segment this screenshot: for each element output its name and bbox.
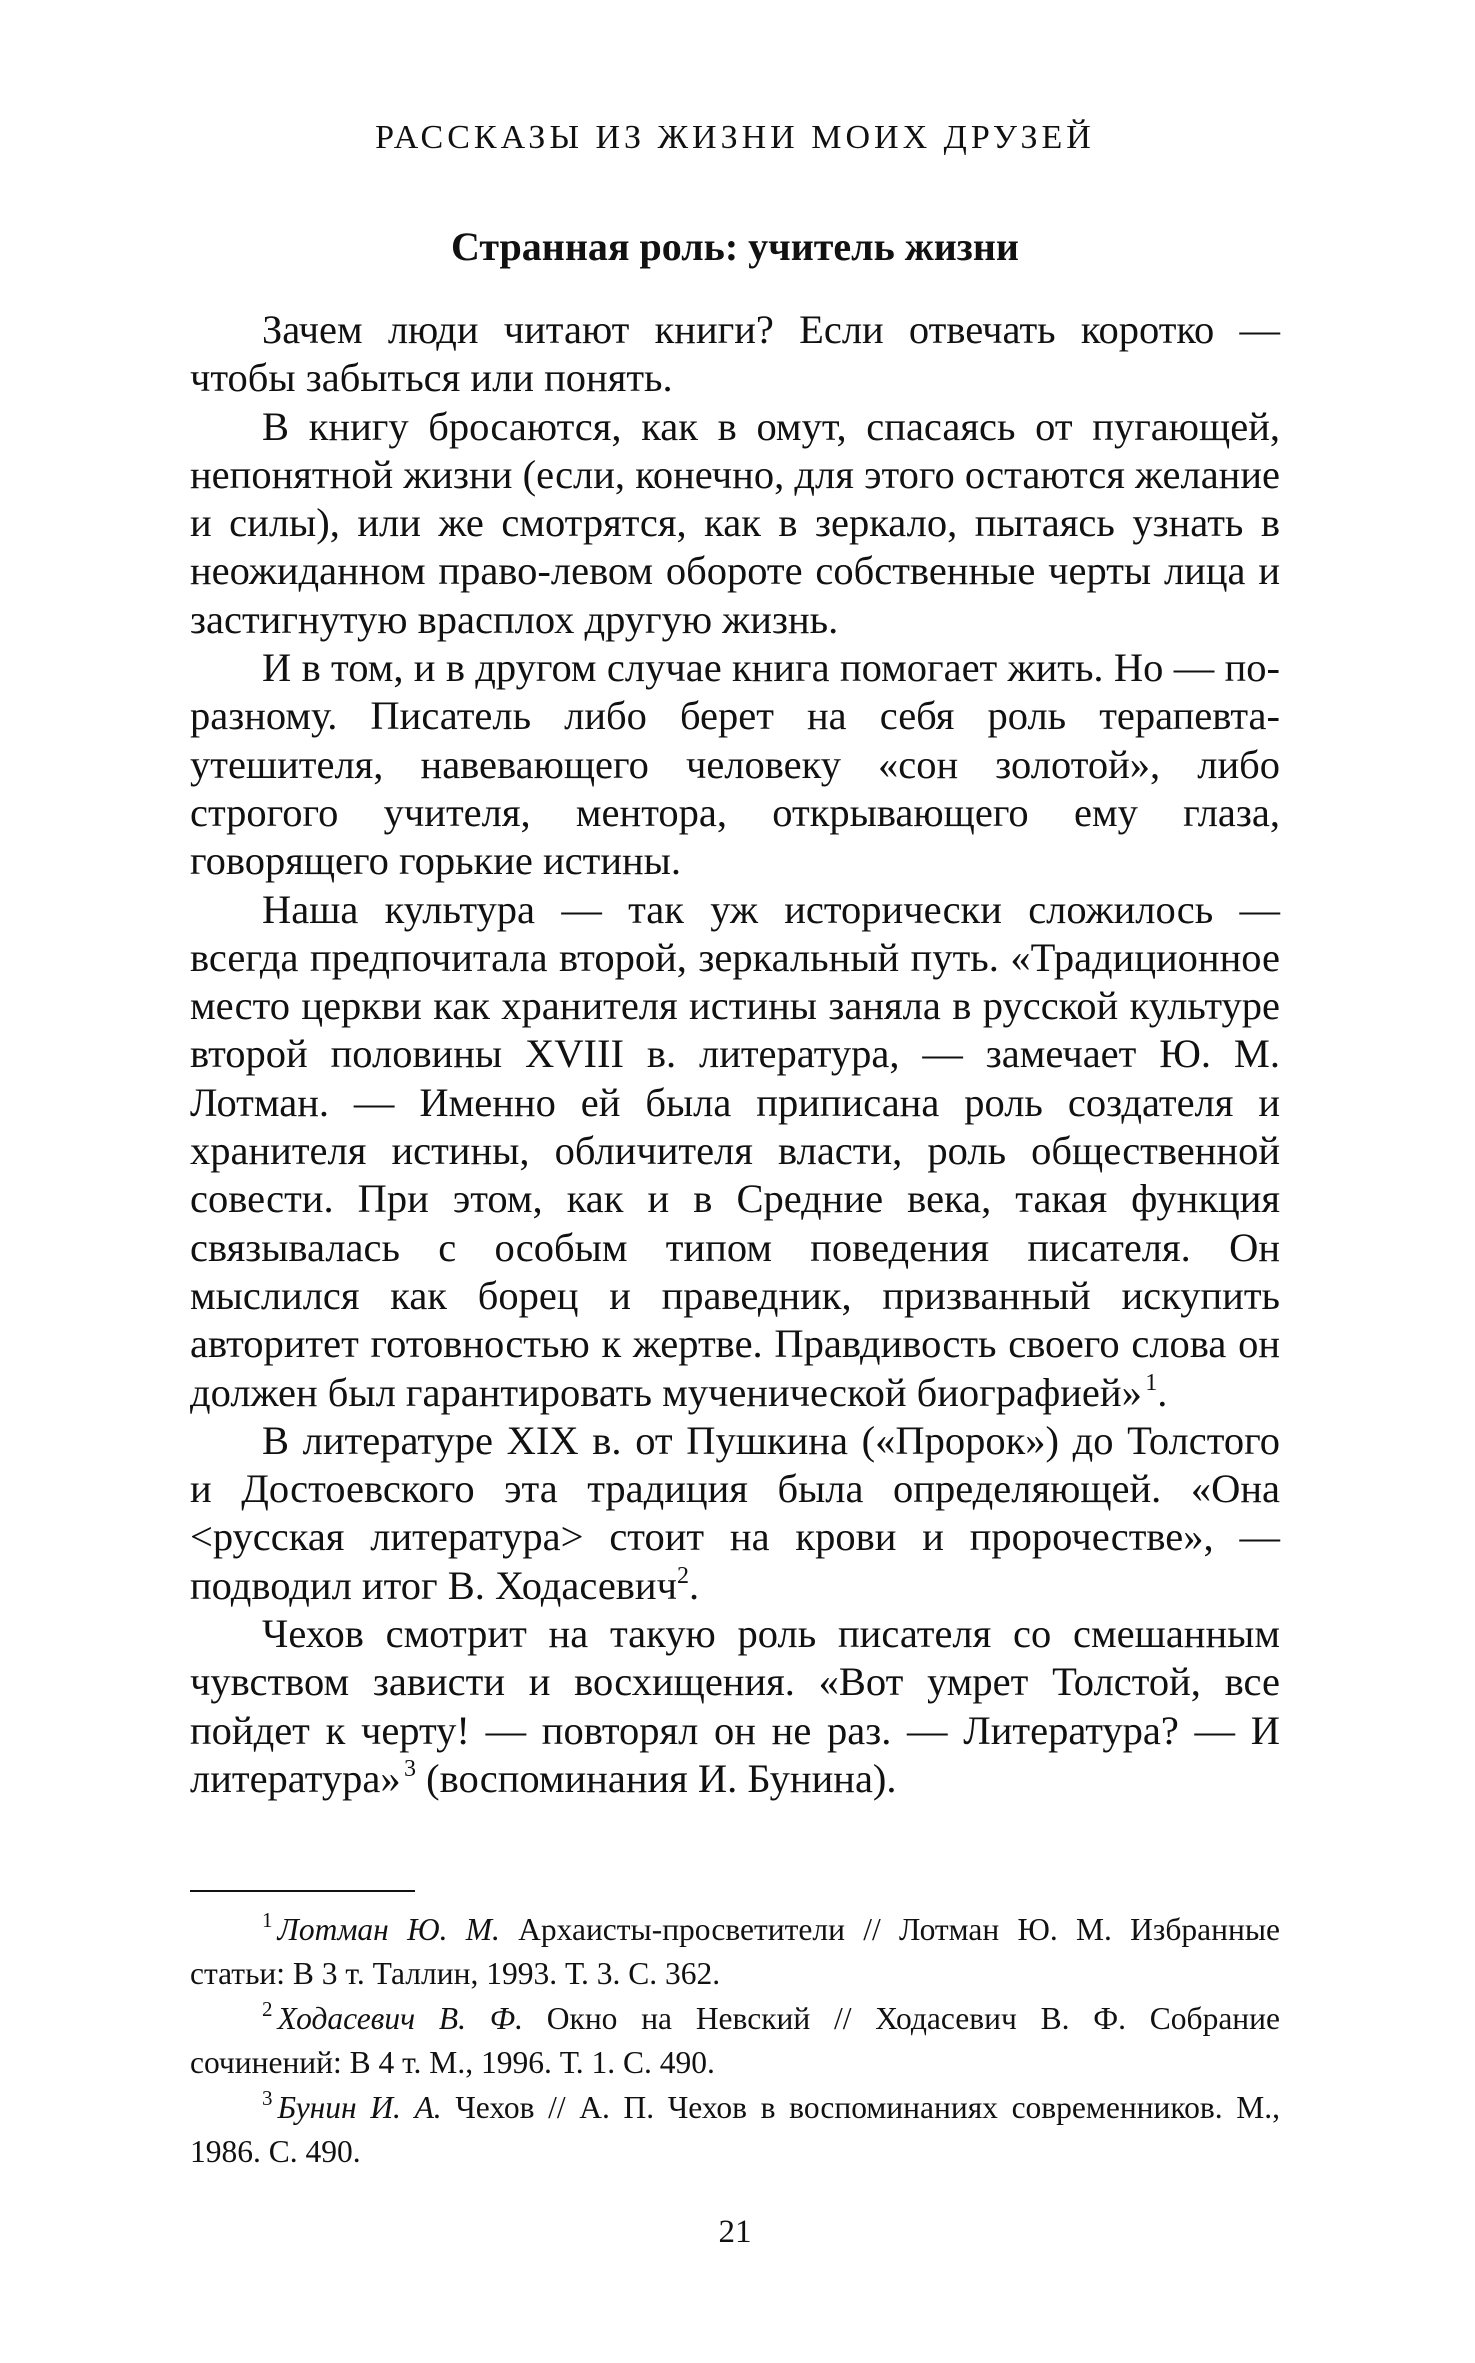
footnote-ref: 2 xyxy=(676,1562,689,1589)
paragraph-tail: . xyxy=(1157,1369,1168,1415)
running-head: РАССКАЗЫ ИЗ ЖИЗНИ МОИХ ДРУЗЕЙ xyxy=(375,119,1095,156)
page-number: 21 xyxy=(718,2214,752,2250)
footnote-divider xyxy=(190,1890,415,1892)
body-text xyxy=(190,306,1280,1803)
paragraph xyxy=(190,886,1280,1417)
paragraph-text: Зачем люди читают книги? Если отвечать коротко — чтобы забыться или понять. xyxy=(190,307,1280,401)
paragraph-text: В литературе XIX в. от Пушкина («Пророк») до Толстого и Достоевского эта традиция была определяющей. «Она <русская литература> стоит на крови и пророчестве», — подводил итог В. Ходасевич xyxy=(190,1417,1280,1608)
footnotes xyxy=(190,1908,1280,2175)
paragraph-text: Чехов смотрит на такую роль писателя со смешанным чувством зависти и восхищения. «Вот умрет Толстой, все пойдет к черту! — повторял он не раз. — Литература? — И литература» xyxy=(190,1611,1280,1801)
footnote-mark: 3 xyxy=(262,2086,273,2110)
footnote-text: Окно на Невский // Ходасевич В. Ф. Собрание сочинений: В 4 т. М., 1996. Т. 1. С. 490. xyxy=(190,2001,1280,2080)
footnote-ref: 3 xyxy=(404,1755,417,1782)
paragraph xyxy=(190,403,1280,644)
footnote-mark: 1 xyxy=(262,1908,273,1932)
paragraph xyxy=(190,306,1280,403)
footnote-author: Ходасевич В. Ф. xyxy=(277,2001,523,2036)
paragraph-tail: (воспоминания И. Бунина). xyxy=(416,1755,897,1801)
footnote xyxy=(190,2086,1280,2173)
book-page xyxy=(190,0,1280,2363)
paragraph xyxy=(190,1417,1280,1610)
footnote-ref: 1 xyxy=(1145,1369,1158,1396)
footnote-mark: 2 xyxy=(262,1997,273,2021)
paragraph-text: И в том, и в другом случае книга помогает жить. Но — по-разному. Писатель либо берет на себя роль терапевта-утешителя, навевающего человеку «сон золотой», либо строгого учителя, ментора, открывающего ему глаза, говорящего горькие истины. xyxy=(190,645,1280,884)
footnote-author: Лотман Ю. М. xyxy=(277,1912,500,1947)
paragraph-text: В книгу бросаются, как в омут, спасаясь от пугающей, непонятной жизни (если, конечно, для этого остаются желание и силы), или же смотрятся, как в зеркало, пытаясь узнать в неожиданном право-левом обороте собственные черты лица и застигнутую врасплох другую жизнь. xyxy=(190,403,1280,642)
paragraph xyxy=(190,644,1280,885)
paragraph-tail: . xyxy=(688,1562,700,1608)
footnote-author: Бунин И. А. xyxy=(277,2090,442,2125)
footnote-text: Архаисты-просветители // Лотман Ю. М. Избранные статьи: В 3 т. Таллин, 1993. Т. 3. С. 362. xyxy=(190,1912,1280,1991)
paragraph-text: Наша культура — так уж исторически сложилось — всегда предпочитала второй, зеркальный путь. «Традиционное место церкви как хранителя истины заняла в русской культуре второй половины XVIII в. литература, — замечает Ю. М. Лотман. — Именно ей была приписана роль создателя и хранителя истины, обличителя власти, роль общественной совести. При этом, как и в Средние века, такая функция связывалась с особым типом поведения писателя. Он мыслился как борец и праведник, призванный искупить авторитет готовностью к жертве. Правдивость своего слова он должен был гарантировать мученической биографией» xyxy=(190,886,1280,1415)
footnote xyxy=(190,1997,1280,2084)
paragraph xyxy=(190,1610,1280,1803)
footnote-text: Чехов // А. П. Чехов в воспоминаниях современников. М., 1986. С. 490. xyxy=(190,2090,1280,2169)
footnote xyxy=(190,1908,1280,1995)
chapter-title: Странная роль: учитель жизни xyxy=(451,224,1019,269)
